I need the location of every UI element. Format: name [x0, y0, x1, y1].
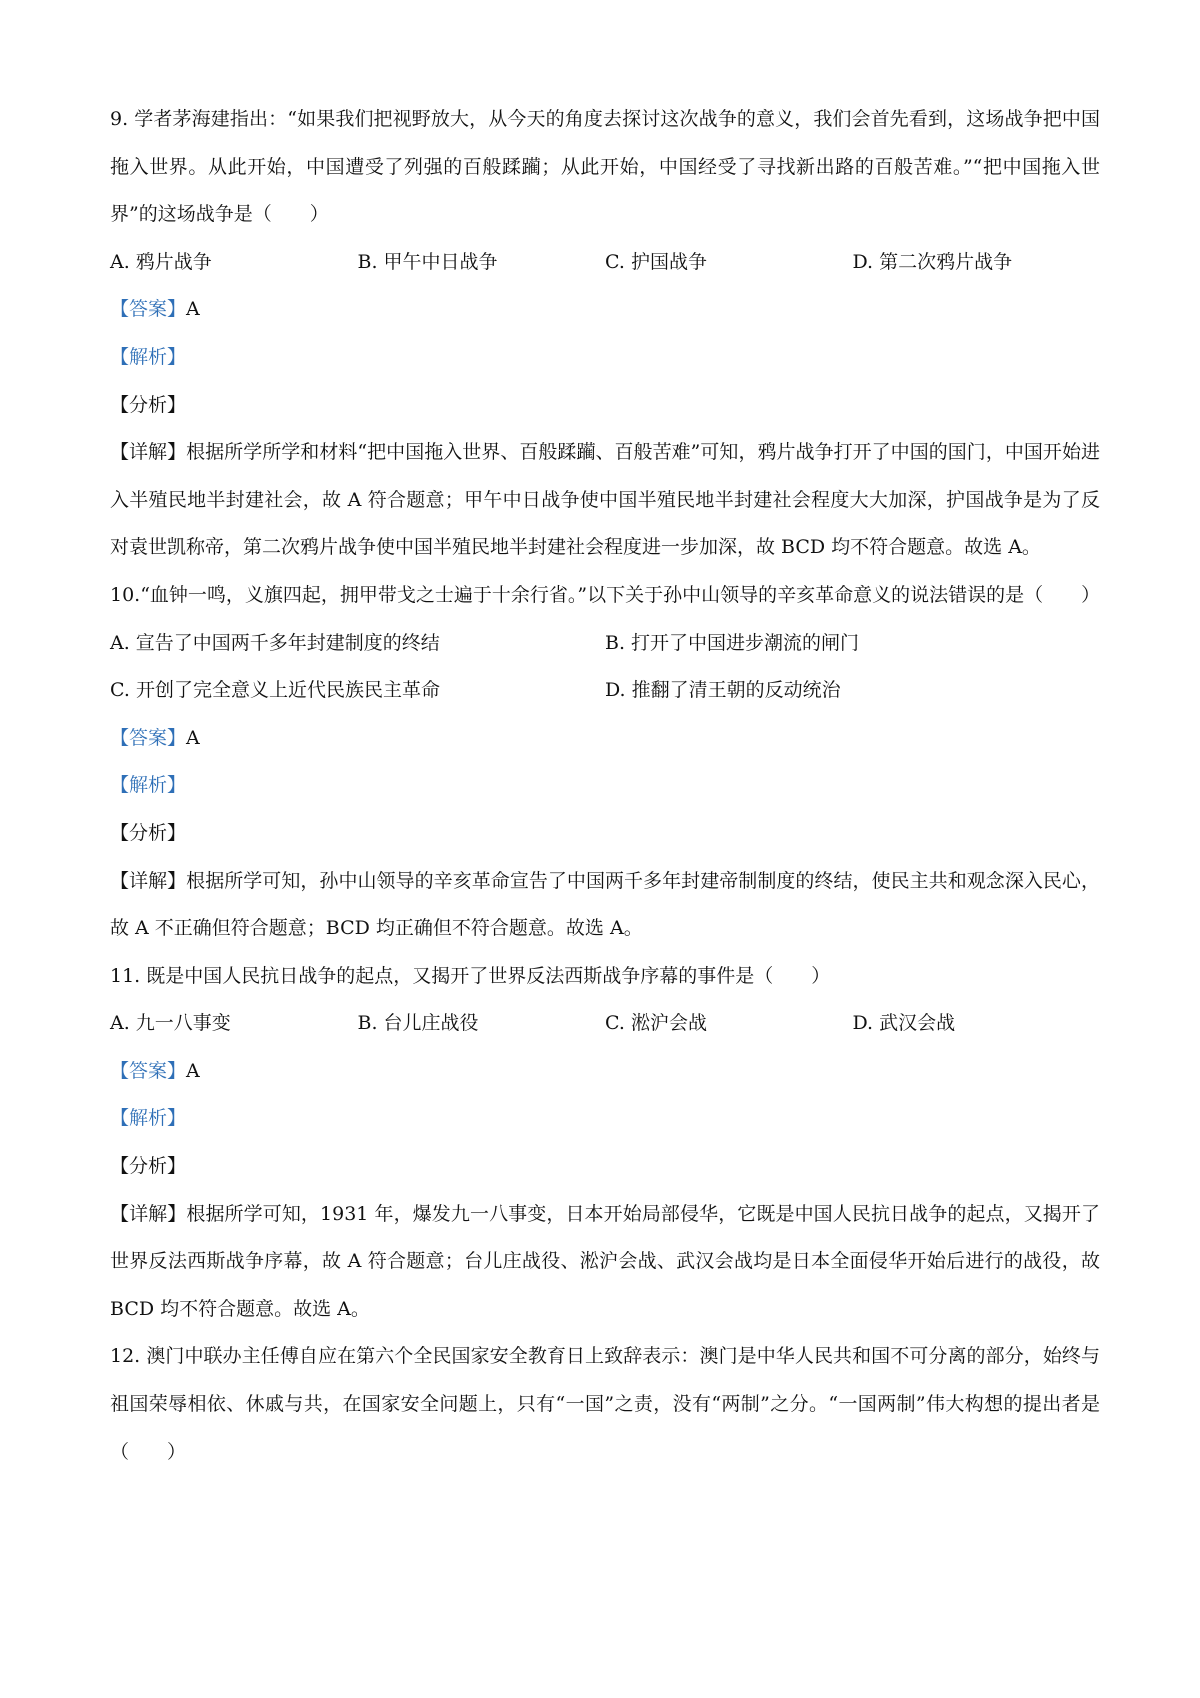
question-9-options — [110, 239, 1100, 287]
option-c: C. 开创了完全意义上近代民族民主革命 — [110, 679, 440, 702]
detail-paragraph — [110, 1191, 1100, 1334]
question-10-options-row-2 — [110, 667, 1100, 715]
detail-paragraph — [110, 429, 1100, 572]
answer-row — [110, 715, 1100, 763]
answer-value: A — [186, 298, 200, 321]
detail-text: 根据所学可知，孙中山领导的辛亥革命宣告了中国两千多年封建帝制制度的终结，使民主共和观念深入民心，故 A 不正确但符合题意；BCD 均正确但不符合题意。故选 A。 — [110, 869, 1100, 940]
question-12-stem: 12. 澳门中联办主任傅自应在第六个全民国家安全教育日上致辞表示：澳门是中华人民共和国不可分离的部分，始终与祖国荣辱相依、休戚与共，在国家安全问题上，只有“一国”之责，没有“两制”之分。“一国两制”伟大构想的提出者是（ ） — [110, 1345, 1100, 1463]
document-content — [110, 96, 1100, 1476]
option-a: A. 九一八事变 — [110, 1012, 231, 1035]
detail-text: 根据所学所学和材料“把中国拖入世界、百般蹂躏、百般苦难”可知，鸦片战争打开了中国的国门，中国开始进入半殖民地半封建社会，故 A 符合题意；甲午中日战争使中国半殖民地半封建社会程度大大加深，护国战争是为了反对袁世凯称帝，第二次鸦片战争使中国半殖民地半封建社会程度进一步加深，故 BCD 均不符合题意。故选 A。 — [110, 441, 1100, 559]
option-d: D. 推翻了清王朝的反动统治 — [605, 679, 841, 702]
answer-label: 【答案】 — [110, 1059, 187, 1082]
detail-text: 根据所学可知，1931 年，爆发九一八事变，日本开始局部侵华，它既是中国人民抗日战争的起点，又揭开了世界反法西斯战争序幕，故 A 符合题意；台儿庄战役、淞沪会战、武汉会战均是日本全面侵华开始后进行的战役，故 BCD 均不符合题意。故选 A。 — [110, 1202, 1100, 1320]
answer-row — [110, 286, 1100, 334]
detail-label: 【详解】 — [110, 1202, 187, 1225]
option-c: C. 护国战争 — [605, 250, 707, 273]
option-b: B. 打开了中国进步潮流的闸门 — [605, 631, 860, 654]
option-a: A. 鸦片战争 — [110, 250, 212, 273]
question-9-stem: 9. 学者茅海建指出：“如果我们把视野放大，从今天的角度去探讨这次战争的意义，我们会首先看到，这场战争把中国拖入世界。从此开始，中国遭受了列强的百般蹂躏；从此开始，中国经受了寻找新出路的百般苦难。”“把中国拖入世界”的这场战争是（ ） — [110, 108, 1100, 226]
question-11-options — [110, 1000, 1100, 1048]
question-11-stem: 11. 既是中国人民抗日战争的起点，又揭开了世界反法西斯战争序幕的事件是（ ） — [110, 964, 831, 987]
analysis-label: 【解析】 — [110, 1107, 187, 1130]
option-b: B. 台儿庄战役 — [357, 1012, 479, 1035]
option-d: D. 第二次鸦片战争 — [852, 250, 1013, 273]
detail-label: 【详解】 — [110, 869, 187, 892]
option-d: D. 武汉会战 — [852, 1012, 956, 1035]
answer-label: 【答案】 — [110, 298, 187, 321]
option-c: C. 淞沪会战 — [605, 1012, 707, 1035]
answer-value: A — [186, 726, 200, 749]
option-b: B. 甲午中日战争 — [357, 250, 498, 273]
question-10-stem: 10.“血钟一鸣，义旗四起，拥甲带戈之士遍于十余行省。”以下关于孙中山领导的辛亥革命意义的说法错误的是（ ） — [110, 583, 1101, 606]
detail-paragraph — [110, 858, 1100, 953]
fenxi-label: 【分析】 — [110, 393, 187, 416]
answer-value: A — [186, 1059, 200, 1082]
answer-label: 【答案】 — [110, 726, 187, 749]
analysis-label: 【解析】 — [110, 774, 187, 797]
option-a: A. 宣告了中国两千多年封建制度的终结 — [110, 631, 440, 654]
analysis-label: 【解析】 — [110, 345, 187, 368]
detail-label: 【详解】 — [110, 441, 187, 464]
question-10-options-row-1 — [110, 620, 1100, 668]
answer-row — [110, 1048, 1100, 1096]
fenxi-label: 【分析】 — [110, 1155, 187, 1178]
fenxi-label: 【分析】 — [110, 821, 187, 844]
